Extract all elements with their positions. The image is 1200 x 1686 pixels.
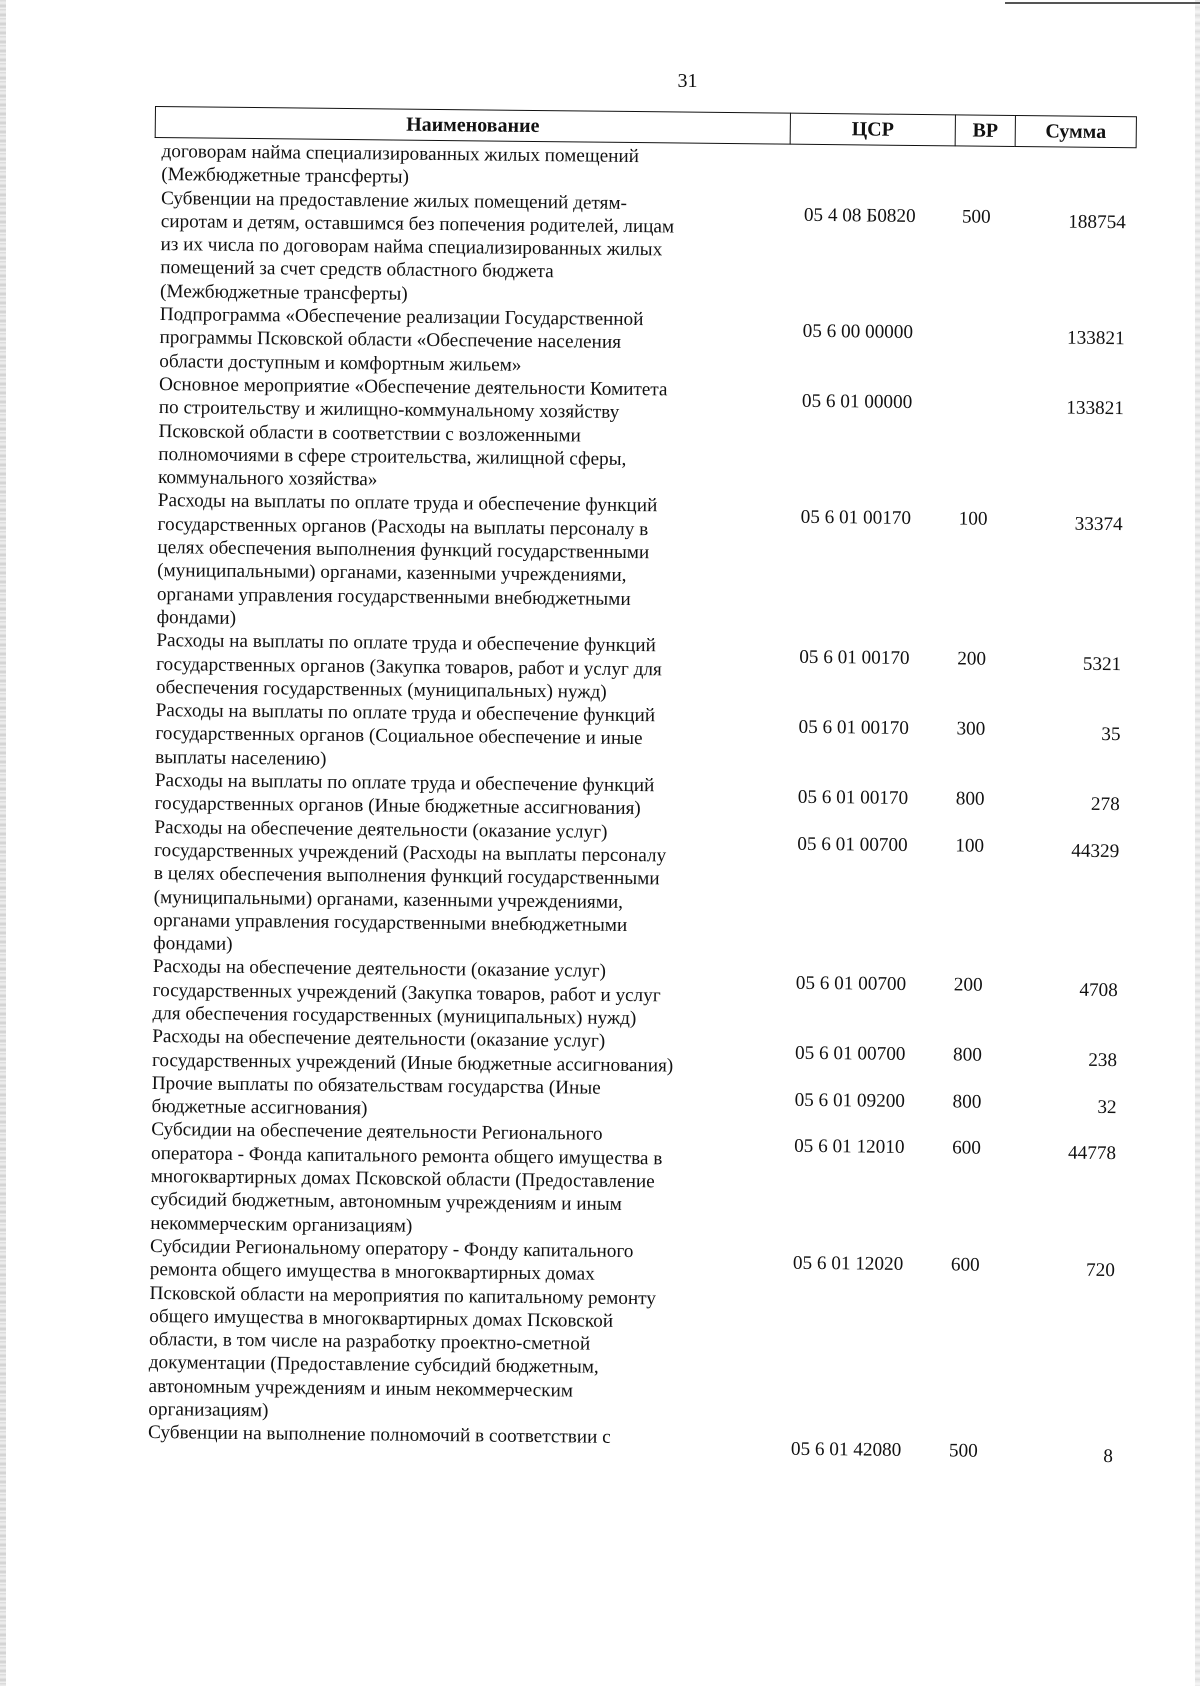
row-name-line: государственных органов (Иные бюджетные ассигнования) (154, 793, 641, 820)
row-name-line: Подпрограмма «Обеспечение реализации Государственной (159, 304, 644, 331)
table-row (143, 1118, 1129, 1245)
row-name-line: помещений за счет средств областного бюджета (160, 257, 554, 283)
row-name-line: полномочиями в сфере строительства, жилищной сферы, (158, 443, 627, 470)
row-vr: 100 (958, 508, 988, 531)
row-name (152, 303, 760, 379)
row-vr (962, 158, 1012, 159)
row-vr: 500 (948, 1440, 978, 1463)
row-name (144, 1072, 751, 1125)
table-row (146, 816, 1132, 966)
row-sum: 133821 (1066, 327, 1125, 350)
row-name-line: субсидий бюджетным, автономным учреждениям и иным (150, 1189, 622, 1216)
row-vr: 300 (956, 718, 986, 740)
row-name-line: для обеспечения государственных (муниципальных) нужд) (152, 1003, 637, 1030)
row-name-line: Псковской области на мероприятия по капитальному ремонту (149, 1282, 657, 1309)
row-name-line: оператора - Фонда капитального ремонта общего имущества в (150, 1142, 663, 1170)
row-name-line: целях обеспечения выполнения функций государственными (157, 537, 650, 564)
row-vr: 100 (955, 835, 985, 857)
row-name-line: (муниципальными) органами, казенными учреждениями, (153, 886, 624, 913)
row-sum: 278 (1090, 793, 1120, 816)
row-vr: 800 (952, 1044, 982, 1066)
row-name-line: документации (Предоставление субсидий бюджетным, (148, 1352, 599, 1379)
row-name-line: по строительству и жилищно-коммунальному хозяйству (158, 397, 620, 424)
row-name-line: органами управления государственными внебюджетными (156, 583, 631, 610)
row-vr (961, 322, 1011, 323)
row-sum: 44329 (1071, 840, 1120, 862)
row-name (145, 1025, 752, 1078)
row-name-line: Расходы на выплаты по оплате труда и обеспечение функций (156, 630, 656, 657)
row-csr: 05 6 01 12010 (794, 1136, 905, 1159)
row-name-line: государственных органов (Закупка товаров, работ и услуг для (156, 653, 662, 680)
header-sum: Сумма (1015, 115, 1137, 148)
row-vr: 600 (950, 1254, 980, 1276)
header-csr: ЦСР (790, 113, 955, 147)
table-body (141, 140, 1140, 1468)
row-name (148, 769, 755, 822)
row-name-line: (Межбюджетные трансферты) (161, 164, 410, 188)
row-name-line: организациям) (148, 1399, 269, 1422)
row-csr: 05 6 01 00170 (798, 716, 909, 740)
row-name-line: (муниципальными) органами, казенными учреждениями, (157, 560, 627, 587)
row-name-line: программы Псковской области «Обеспечение населения (159, 327, 622, 354)
row-csr (805, 157, 955, 159)
row-csr: 05 6 01 12020 (792, 1252, 904, 1275)
table-row (151, 373, 1137, 500)
row-vr: 200 (953, 974, 983, 997)
header-name: Наименование (155, 106, 790, 145)
row-vr (960, 391, 1010, 392)
row-csr: 05 4 08 Б0820 (803, 204, 916, 227)
row-name (148, 699, 756, 775)
row-sum: 33374 (1074, 514, 1123, 536)
row-sum: 44778 (1068, 1143, 1117, 1165)
row-name-line: Основное мероприятие «Обеспечение деятельности Комитета (158, 374, 668, 401)
row-vr: 800 (952, 1091, 982, 1113)
row-sum (1014, 163, 1126, 164)
row-sum: 238 (1088, 1050, 1118, 1072)
budget-table (141, 106, 1140, 1468)
row-name-line: из их числа по договорам найма специализированных жилых (160, 234, 663, 261)
table-row (150, 489, 1136, 639)
row-sum: 188754 (1068, 211, 1126, 233)
row-name-line: (Межбюджетные трансферты) (159, 280, 408, 305)
row-name-line: Расходы на выплаты по оплате труда и обеспечение функций (155, 700, 656, 727)
row-name-line: фондами) (156, 606, 237, 629)
row-csr: 05 6 01 42080 (790, 1439, 902, 1462)
page-number: 31 (677, 70, 698, 92)
row-name-line: сиротам и детям, оставшимся без попечения родителей, лицам (160, 210, 675, 238)
row-name-line: Расходы на выплаты по оплате труда и обеспечение функций (157, 490, 658, 517)
table-row (141, 1235, 1128, 1432)
row-name (154, 140, 761, 193)
row-name-line: Субсидии на обеспечение деятельности Регионального (151, 1119, 603, 1146)
row-name-line: коммунального хозяйства» (157, 467, 378, 491)
row-vr: 800 (955, 788, 985, 810)
row-name (141, 1421, 748, 1451)
row-name-line: Прочие выплаты по обязательствам государства (Иные (151, 1072, 601, 1099)
row-name-line: в целях обеспечения выполнения функций государственными (153, 863, 660, 890)
row-sum: 32 (1097, 1096, 1117, 1118)
row-name-line: выплаты населению) (155, 746, 327, 770)
row-name-line: Субвенции на выполнение полномочий в соответствии с (147, 1422, 611, 1449)
row-csr: 05 6 01 00700 (795, 973, 907, 996)
row-name-line: фондами) (153, 933, 233, 955)
row-csr: 05 6 01 00700 (797, 833, 908, 856)
row-name-line: автономным учреждениям и иным некоммерческим (148, 1375, 574, 1402)
row-name-line: области доступным и комфортным жильем» (159, 350, 522, 376)
row-csr: 05 6 01 00700 (795, 1043, 906, 1066)
row-csr: 05 6 01 00170 (799, 647, 910, 670)
table-row (148, 699, 1134, 779)
row-sum: 4708 (1079, 980, 1118, 1002)
scan-corner-line (1005, 2, 1200, 4)
row-csr: 05 6 01 00170 (797, 786, 909, 809)
row-name-line: договорам найма специализированных жилых помещений (161, 141, 640, 168)
row-name-line: бюджетные ассигнования) (151, 1096, 368, 1120)
row-name-line: государственных учреждений (Закупка товаров, работ и услуг (152, 979, 661, 1007)
table-row (153, 187, 1139, 314)
row-csr: 05 6 01 09200 (794, 1089, 906, 1112)
row-name-line: государственных учреждений (Расходы на выплаты персоналу (154, 839, 667, 867)
row-vr: 600 (952, 1137, 982, 1160)
row-name-line: Расходы на обеспечение деятельности (оказание услуг) (154, 816, 608, 843)
row-name-line: ремонта общего имущества в многоквартирных домах (149, 1259, 595, 1285)
row-name (145, 955, 753, 1031)
table-row (149, 629, 1135, 709)
row-vr: 200 (957, 648, 987, 670)
row-name (149, 629, 757, 705)
row-name-line: Псковской области в соответствии с возложенными (158, 420, 581, 447)
row-name-line: органами управления государственными внебюджетными (153, 909, 628, 936)
row-name-line: государственных органов (Социальное обеспечение и иные (155, 723, 643, 750)
row-name-line: Расходы на выплаты по оплате труда и обеспечение функций (154, 770, 655, 797)
row-sum: 8 (1103, 1446, 1114, 1468)
row-name-line: Субвенции на предоставление жилых помещений детям- (160, 187, 628, 214)
table-row (152, 303, 1138, 383)
row-name-line: обеспечения государственных (муниципальных) нужд) (155, 676, 607, 703)
row-vr: 500 (961, 206, 991, 228)
row-name (150, 489, 758, 635)
header-vr: ВР (955, 114, 1015, 147)
row-name (153, 187, 761, 310)
row-csr: 05 6 00 00000 (802, 320, 914, 344)
row-name-line: Расходы на обеспечение деятельности (оказание услуг) (152, 1026, 606, 1053)
row-name-line: многоквартирных домах Псковской области (Предоставление (150, 1166, 655, 1193)
row-name-line: Субсидии Региональному оператору - Фонду капитального (149, 1235, 634, 1263)
row-sum: 5321 (1082, 653, 1122, 676)
row-name (141, 1235, 750, 1428)
row-csr: 05 6 01 00170 (800, 507, 912, 530)
scan-edge-right (1195, 0, 1200, 1686)
row-sum: 133821 (1066, 397, 1124, 420)
row-name-line: государственных учреждений (Иные бюджетные ассигнования) (151, 1049, 674, 1077)
row-name-line: Расходы на обеспечение деятельности (оказание услуг) (152, 956, 607, 983)
row-name (146, 816, 754, 962)
row-name-line: государственных органов (Расходы на выплаты персоналу в (157, 513, 649, 540)
table-row (145, 955, 1131, 1035)
row-csr: 05 6 01 00000 (801, 390, 913, 413)
row-name-line: общего имущества в многоквартирных домах Псковской (149, 1305, 614, 1332)
row-name (151, 373, 759, 496)
row-name-line: некоммерческим организациям) (150, 1212, 413, 1237)
row-sum: 35 (1101, 724, 1121, 746)
row-name-line: области, в том числе на разработку проектно-сметной (148, 1329, 591, 1355)
row-sum: 720 (1085, 1259, 1115, 1282)
row-name (143, 1118, 751, 1241)
scan-edge-left (0, 0, 6, 1686)
